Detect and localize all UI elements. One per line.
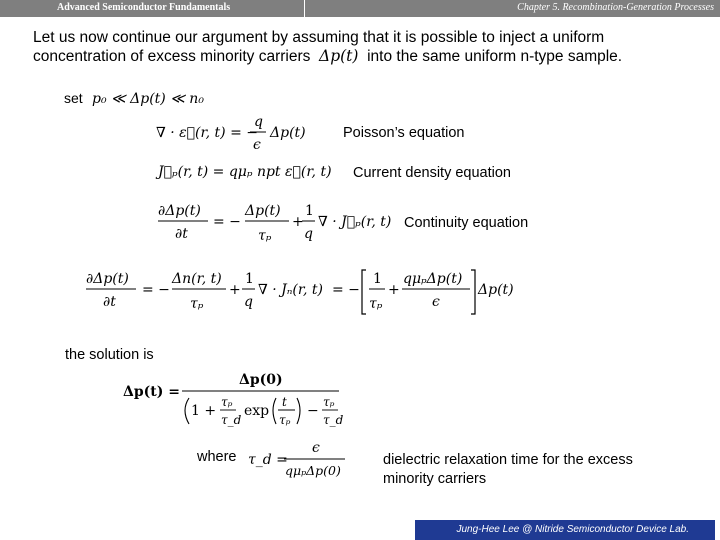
solution-den-t: t	[282, 395, 287, 409]
poisson-lhs: ∇ · ε⃗(r, t) = −	[156, 125, 259, 141]
solution-exp-paren-left	[273, 398, 276, 424]
continuity-one-num: 1	[305, 203, 314, 219]
continuity-mid-den: τₚ	[258, 228, 272, 244]
dielectric-desc-line1: dielectric relaxation time for the excess	[383, 452, 633, 468]
combined-b-num: 1	[245, 271, 254, 287]
solution-lhs: Δp(t) =	[123, 384, 180, 400]
combined-a-den: τₚ	[190, 296, 204, 312]
solution-den-td3: τ_d	[323, 413, 344, 427]
where-lhs: τ_d =	[248, 452, 288, 468]
combined-eq2: = −	[332, 282, 360, 298]
combined-right-bracket	[471, 270, 475, 314]
intro-line-2a: concentration of excess minority carriers	[33, 48, 311, 65]
footer-credit: Jung-Hee Lee @ Nitride Semiconductor Device Lab.	[456, 524, 689, 535]
combined-d-num: qμₚΔp(t)	[403, 271, 463, 287]
combined-tail: Δp(t)	[478, 282, 514, 298]
current-label: Current density equation	[353, 165, 511, 181]
dielectric-description	[383, 451, 633, 489]
combined-left-bracket	[362, 270, 366, 314]
solution-den-exp: exp	[244, 403, 270, 419]
continuity-lhs-den: ∂t	[175, 226, 188, 242]
poisson-den: ϵ	[253, 137, 261, 153]
solution-num: Δp(0)	[239, 372, 283, 388]
solution-paren-left	[185, 398, 189, 424]
continuity-plus: +	[292, 214, 304, 230]
where-den-clip	[343, 460, 351, 482]
solution-den-tp: τₚ	[221, 395, 233, 409]
combined-d-den: ϵ	[432, 294, 440, 310]
continuity-lhs-num: ∂Δp(t)	[158, 203, 201, 219]
combined-b-den: q	[244, 294, 253, 310]
combined-eq1: = −	[142, 282, 170, 298]
dielectric-desc-line2: minority carriers	[383, 471, 487, 487]
poisson-rhs: Δp(t)	[270, 125, 306, 141]
solution-den-td: τ_d	[221, 413, 242, 427]
current-expr: J⃗ₚ(r, t) = qμₚ npt ε⃗(r, t)	[158, 164, 332, 180]
combined-plus: +	[229, 282, 241, 298]
combined-lhs-num: ∂Δp(t)	[86, 271, 129, 287]
where-word: where	[197, 449, 237, 465]
set-word: set	[64, 90, 83, 106]
where-den: qμₚΔp(0)	[285, 463, 341, 478]
set-expr: p₀ ≪ Δp(t) ≪ n₀	[92, 91, 204, 107]
continuity-equals: = −	[213, 214, 241, 230]
solution-exp-paren-right	[297, 398, 300, 424]
continuity-tail: ∇ · J⃗ₚ(r, t)	[318, 214, 392, 230]
combined-b-tail: ∇ · Jₙ(r, t)	[258, 282, 324, 298]
combined-lhs-den: ∂t	[103, 294, 116, 310]
combined-a-num: Δn(r, t)	[172, 271, 222, 287]
solution-den-minus: −	[307, 403, 319, 419]
solution-den-tp2: τₚ	[279, 413, 291, 427]
combined-c-den: τₚ	[369, 296, 383, 312]
continuity-label: Continuity equation	[404, 215, 529, 231]
continuity-mid-num: Δp(t)	[245, 203, 281, 219]
solution-intro: the solution is	[65, 347, 154, 363]
solution-den-tp3: τₚ	[323, 395, 335, 409]
footer-bar	[415, 520, 715, 540]
course-title: Advanced Semiconductor Fundamentals	[57, 2, 231, 13]
chapter-title: Chapter 5. Recombination-Generation Processes	[517, 2, 714, 13]
combined-plus2: +	[388, 282, 400, 298]
poisson-label: Poisson’s equation	[343, 125, 465, 141]
intro-line-2b: into the same uniform n-type sample.	[367, 48, 623, 65]
solution-den-a: 1 +	[191, 403, 217, 419]
intro-line-1: Let us now continue our argument by assuming that it is possible to inject a uniform	[33, 29, 605, 46]
continuity-one-den: q	[304, 226, 313, 242]
where-num: ϵ	[312, 440, 320, 456]
combined-c-num: 1	[373, 271, 382, 287]
poisson-num: q	[254, 114, 263, 130]
intro-math: Δp(t)	[319, 47, 359, 65]
